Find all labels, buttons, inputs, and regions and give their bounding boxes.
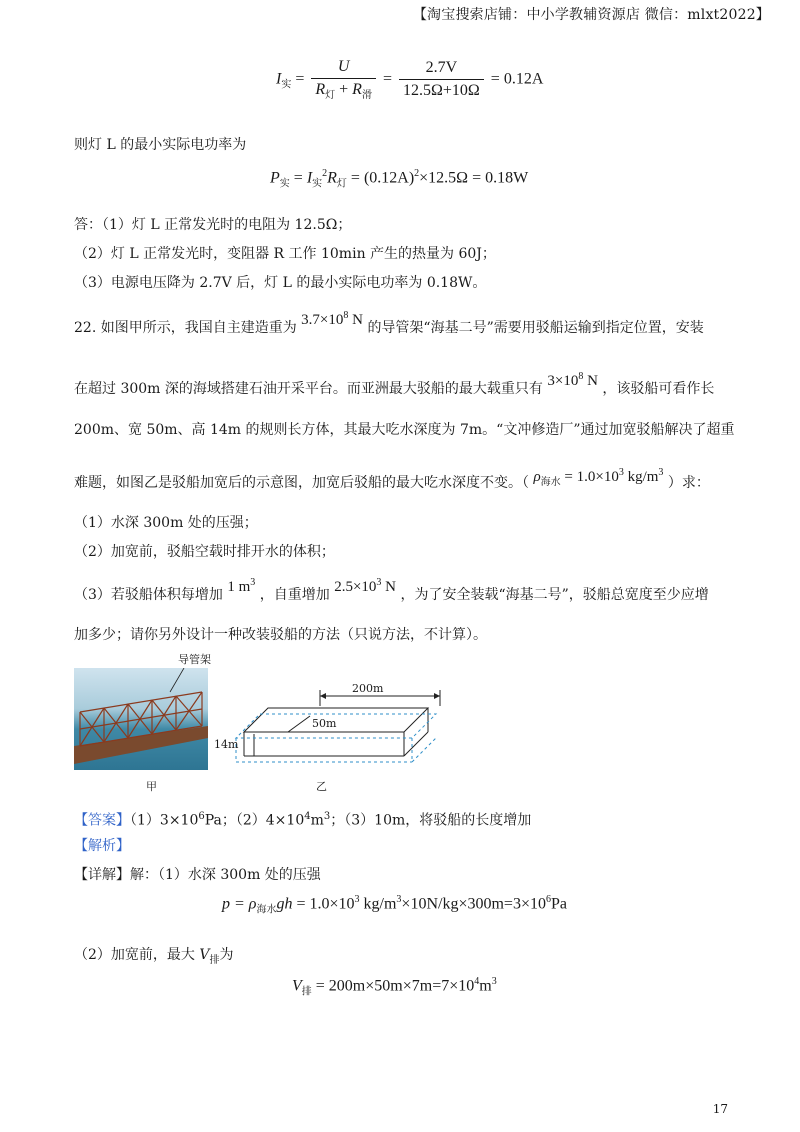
barge-box-icon: [228, 676, 468, 776]
formula-part: = (0.12A): [350, 169, 415, 187]
q22-line-4: [74, 467, 710, 498]
pressure-formula: $p = \rho_{海水}gh = 1.0\times 10^3$ $kg/m^3\times 10N/kg\times 300m=3\times 10^6Pa$: [222, 894, 567, 916]
q22-line-1: [74, 310, 704, 337]
fraction-symbolic: $\frac{U}{R_灯 + R_滑}$: [311, 58, 376, 101]
q22-line-2: [74, 371, 715, 398]
formula-sub: 实: [279, 178, 290, 190]
text: ，该驳船可看作长: [602, 381, 715, 397]
fraction-numeric: [399, 59, 484, 100]
density-value: $\rho_{海水} = 1.0\times 10^3$ $kg/m^3$: [533, 467, 664, 488]
jacket-photo: [74, 668, 208, 770]
volume-value: 1 $m^3$: [227, 577, 256, 595]
barge-diagram: [214, 676, 468, 780]
equals-sign: =: [382, 70, 392, 88]
min-power-line: 则灯 L 的最小实际电功率为: [74, 137, 247, 153]
answer-line-3: （3）电源电压降为 2.7V 后，灯 L 的最小实际电功率为 0.18W。: [74, 275, 487, 291]
height-label: 14m: [214, 738, 239, 751]
answer-line-1: 答：（1）灯 L 正常发光时的电阻为 12.5Ω；: [74, 217, 352, 233]
text: ）求：: [667, 475, 710, 491]
jacket-structure-icon: [74, 668, 208, 770]
figure-caption-b: 乙: [316, 780, 327, 793]
detail-tag: 【详解】: [74, 867, 130, 883]
formula-sup: 2: [322, 168, 328, 179]
q22-sub-2: （2）加宽前，驳船空载时排开水的体积；: [74, 544, 335, 560]
den-sub-a: 灯: [325, 90, 336, 102]
detail-line: [74, 866, 321, 884]
text: 在超过 300m 深的海域搭建石油开采平台。而亚洲最大驳船的最大载重只有: [74, 381, 543, 397]
volume-formula: $V_排 = 200m\times 50m\times 7m=7\times 10^4m^3$: [292, 976, 497, 998]
weight-value: $3.7\times 10^8$ N: [301, 310, 363, 328]
formula-sub: 实: [281, 79, 292, 91]
answer-line-2: （2）灯 L 正常发光时，变阻器 R 工作 10min 产生的热量为 60J；: [74, 246, 496, 262]
formula-sub: 实: [312, 178, 323, 190]
power-formula: $P_实 = I_实^2R_灯 = (0.12A)^2\times 12.5\Omega = 0.18W$: [270, 168, 529, 190]
text: 解：（1）水深 300m 处的压强: [130, 867, 321, 883]
volume-line: （2）加宽前，最大 $V_排$为: [74, 947, 234, 966]
equals-sign: =: [295, 70, 305, 88]
formula-result: = 0.12A: [490, 70, 544, 88]
text: ，自重增加: [259, 587, 330, 603]
den-var-b: R: [352, 81, 362, 98]
text: ，为了安全装载“海基二号”，驳船总宽度至少应增: [400, 587, 709, 603]
text: 的导管架“海基二号”需要用驳船运输到指定位置，安装: [367, 320, 704, 336]
current-formula: [276, 58, 543, 101]
analysis-tag: 【解析】: [74, 838, 130, 854]
den-sub-b: 滑: [361, 90, 372, 102]
numerator-numeric: 2.7V: [425, 59, 458, 77]
formula-sup: 2: [414, 168, 420, 179]
formula-var: I: [306, 169, 313, 187]
numerator: U: [337, 58, 350, 75]
den-var-a: R: [315, 81, 326, 98]
answer-tag: 【答案】: [74, 812, 130, 829]
answer-summary: 【答案】$(1)3\times 10^6Pa$；$(2)4\times 10^4m^3$；（3）10m，将驳船的长度增加: [74, 811, 532, 829]
weight-increase-value: $2.5\times 10^3$ N: [334, 577, 397, 595]
figure-caption-a: 甲: [146, 780, 157, 793]
formula-var: R: [327, 169, 337, 187]
width-label: 50m: [312, 717, 337, 730]
q22-sub-3-cont: 加多少；请你另外设计一种改装驳船的方法（只说方法，不计算）。: [74, 627, 487, 643]
length-label: 200m: [352, 682, 384, 695]
page-header: 【淘宝搜索店铺：中小学教辅资源店 微信：mlxt2022】: [412, 7, 770, 23]
page-number: 17: [712, 1102, 728, 1116]
denominator-numeric: 12.5Ω+10Ω: [399, 79, 484, 100]
text: （3）若驳船体积每增加: [74, 587, 223, 603]
formula-sub: 灯: [336, 178, 347, 190]
formula-var: I: [276, 70, 282, 88]
text: 22. 如图甲所示，我国自主建造重为: [74, 320, 297, 336]
q22-sub-3: [74, 577, 709, 604]
text: 难题，如图乙是驳船加宽后的示意图，加宽后驳船的最大吃水深度不变。（: [74, 475, 529, 491]
formula-var: P: [270, 169, 280, 187]
formula-result: ×12.5Ω = 0.18W: [419, 169, 529, 187]
load-value: $3\times 10^8$ N: [547, 371, 598, 389]
jacket-label: 导管架: [178, 653, 211, 666]
q22-sub-1: （1）水深 300m 处的压强；: [74, 515, 258, 531]
q22-line-3: 200m、宽 50m、高 14m 的规则长方体，其最大吃水深度为 7m。“文冲修造厂”通过加宽驳船解决了超重: [74, 422, 735, 438]
